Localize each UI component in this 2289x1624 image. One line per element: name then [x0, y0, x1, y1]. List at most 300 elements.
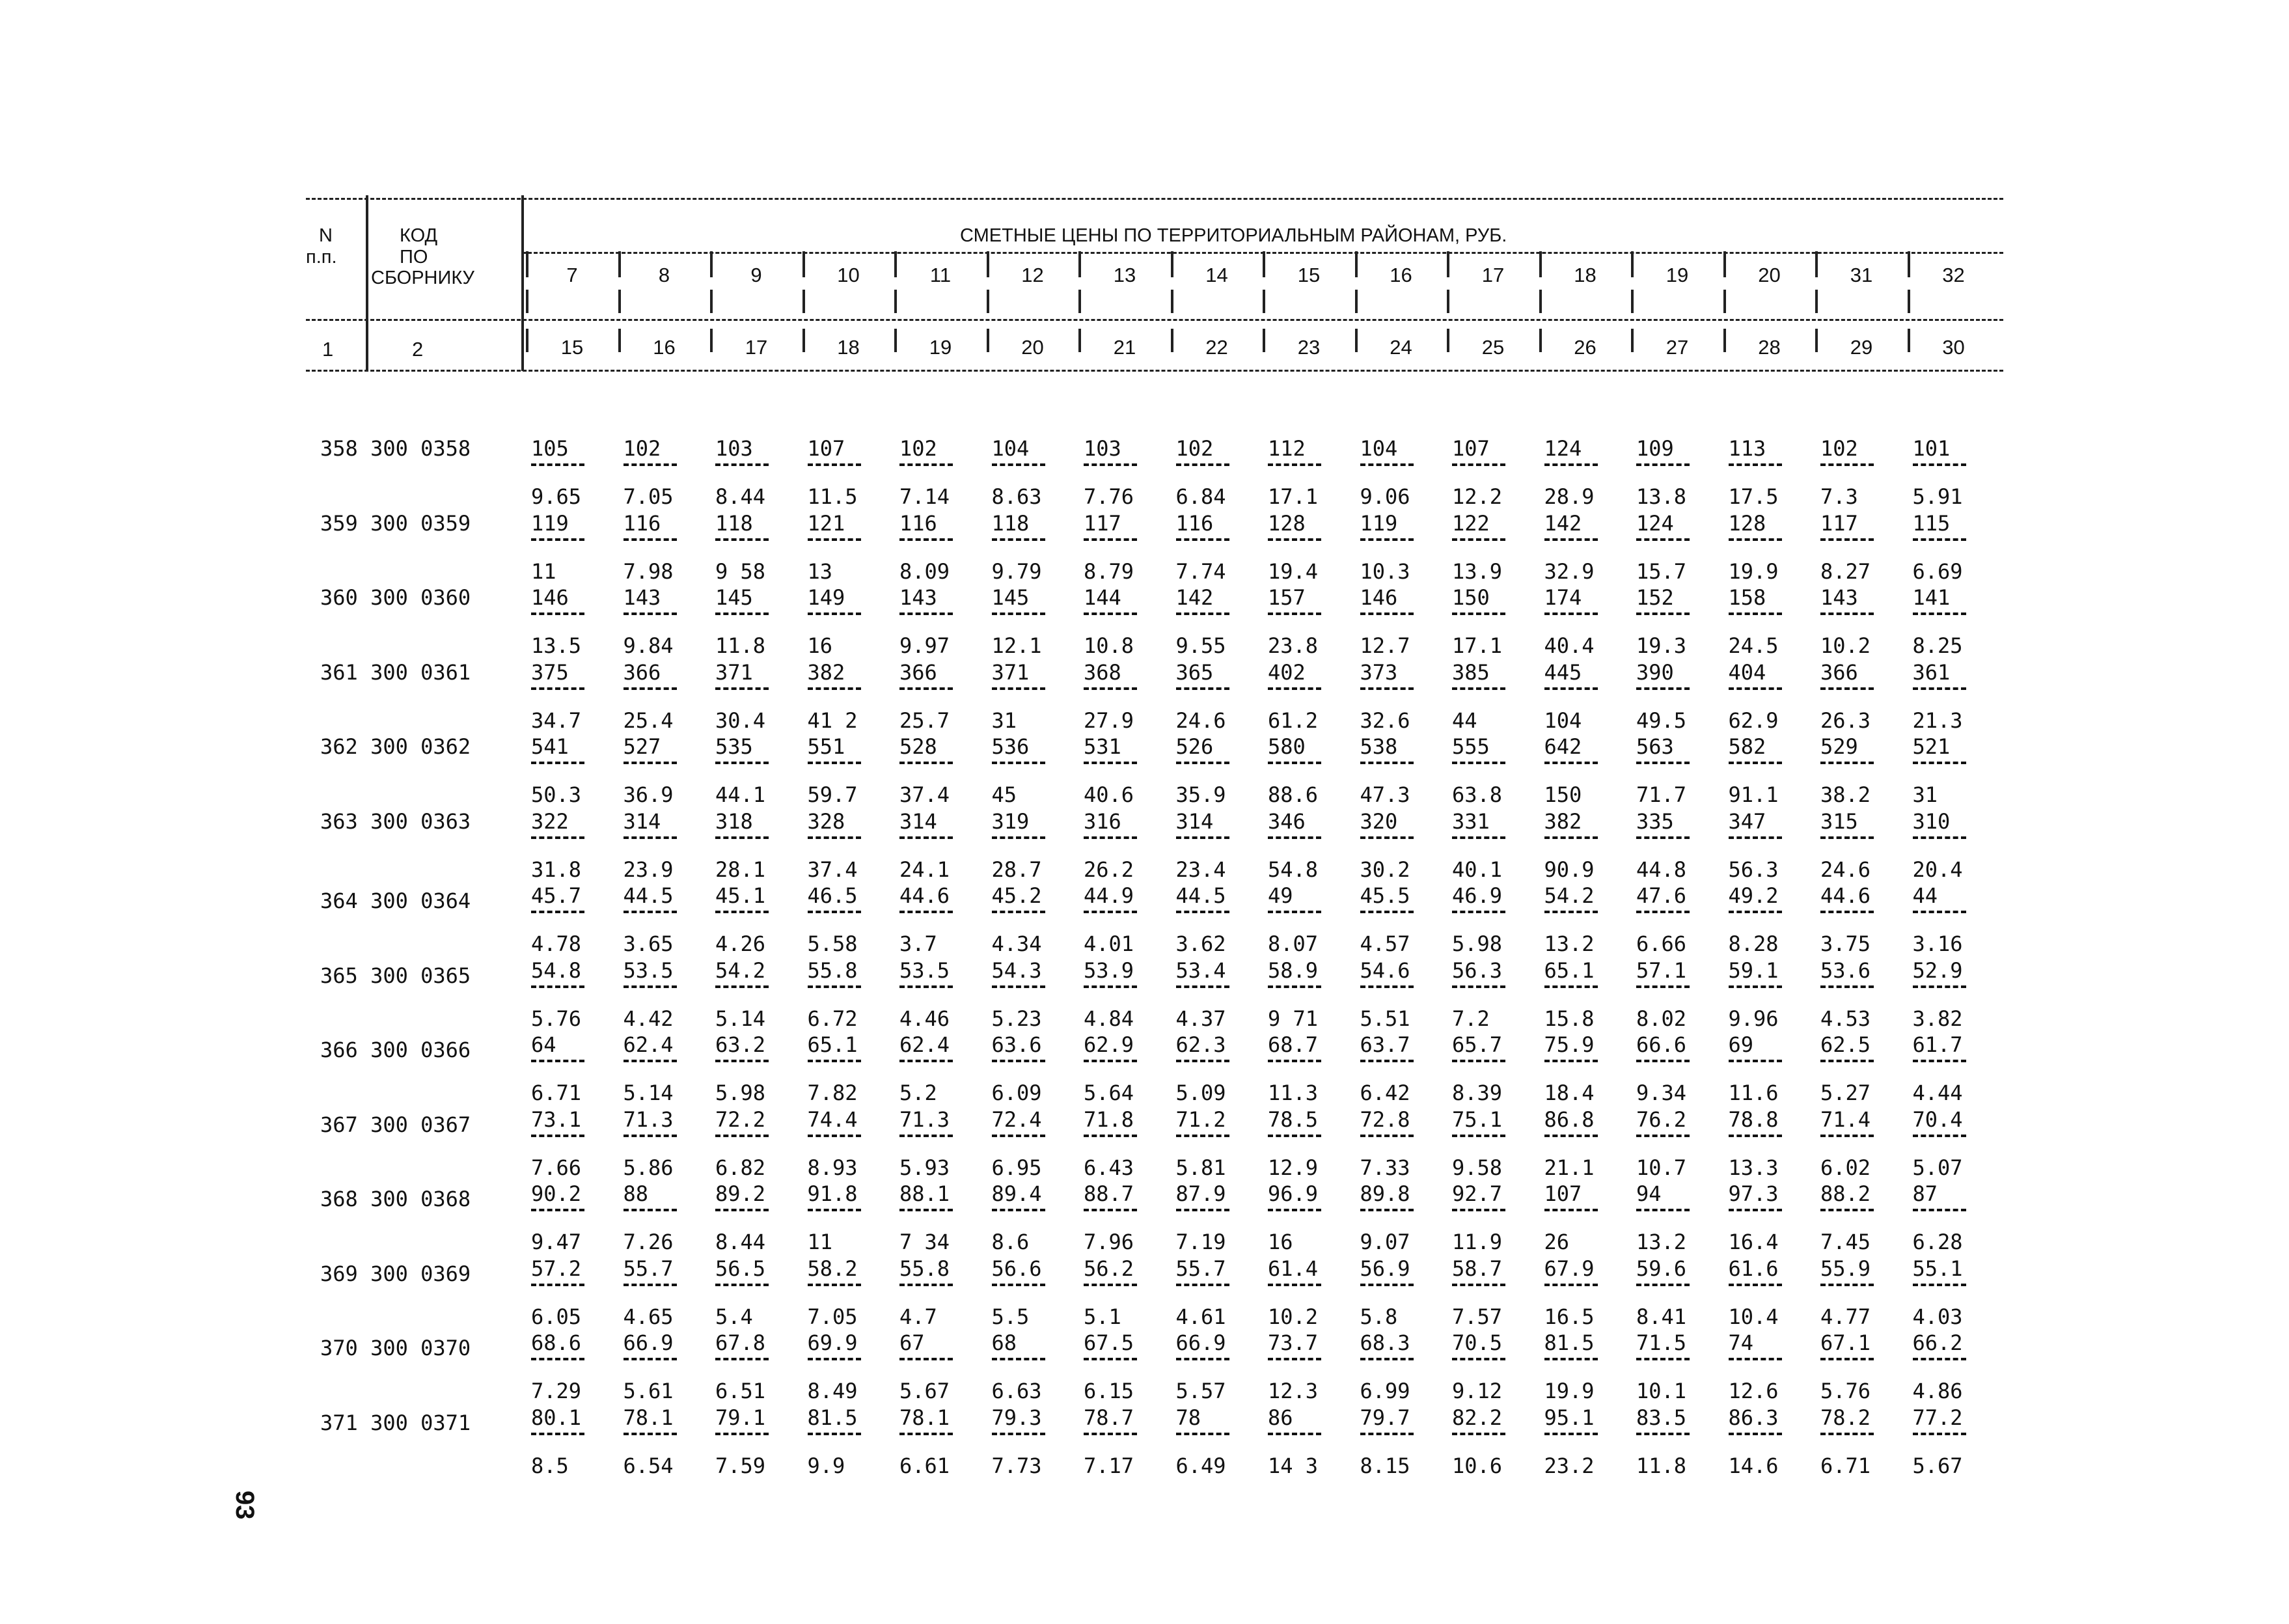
price-value-bottom: 12.7 — [1360, 633, 1410, 658]
fraction-rule — [531, 612, 584, 615]
fraction-rule — [1268, 911, 1321, 913]
price-value-bottom: 9.84 — [623, 633, 674, 658]
price-value-top: 55.8 — [807, 957, 858, 983]
fraction-rule — [1913, 836, 1966, 839]
fraction-rule — [1636, 985, 1690, 988]
price-value-bottom: 11.3 — [1268, 1080, 1319, 1105]
price-value-top: 44.6 — [899, 883, 950, 908]
price-value-top: 316 — [1084, 808, 1121, 834]
price-value-top: 46.5 — [807, 883, 858, 908]
price-value-bottom: 7.66 — [531, 1155, 582, 1180]
price-value-top: 78.7 — [1084, 1405, 1134, 1430]
fraction-rule — [1268, 1060, 1321, 1062]
fraction-rule — [1544, 463, 1598, 466]
price-value-bottom: 3.82 — [1912, 1006, 1963, 1031]
fraction-rule — [1452, 687, 1505, 690]
price-value-top: 101 — [1912, 436, 1951, 461]
column-divider — [1631, 290, 1634, 313]
price-value-top: 64 — [531, 1032, 556, 1057]
column-divider — [1171, 290, 1173, 313]
price-value-bottom: 13.3 — [1728, 1155, 1779, 1180]
price-value-bottom: 20.4 — [1912, 857, 1963, 882]
price-value-bottom: 7.73 — [991, 1453, 1042, 1478]
fraction-rule — [1820, 687, 1874, 690]
price-value-top: 580 — [1268, 734, 1306, 759]
column-index: 19 — [929, 336, 952, 359]
fraction-rule — [1176, 1135, 1229, 1137]
fraction-rule — [899, 911, 953, 913]
price-value-bottom: 5.23 — [991, 1006, 1042, 1031]
price-value-bottom: 9.97 — [899, 633, 950, 658]
price-value-top: 70.4 — [1912, 1107, 1963, 1132]
price-value-bottom: 28.7 — [991, 857, 1042, 882]
price-value-top: 526 — [1175, 734, 1214, 759]
price-value-top: 538 — [1360, 734, 1398, 759]
fraction-rule — [1729, 1060, 1782, 1062]
price-value-bottom: 23.2 — [1544, 1453, 1595, 1478]
price-value-bottom: 7.05 — [807, 1304, 858, 1329]
fraction-rule — [808, 911, 861, 913]
col-code-po-label: ПО — [400, 247, 428, 268]
fraction-rule — [899, 1135, 953, 1137]
price-value-bottom: 8.63 — [991, 484, 1042, 509]
price-value-bottom: 16.4 — [1728, 1230, 1779, 1254]
price-value-top: 105 — [531, 436, 569, 461]
row-code-label: 371 300 0371 — [320, 1410, 471, 1435]
price-value-top: 331 — [1452, 808, 1490, 834]
row-code-label: 360 300 0360 — [320, 585, 471, 610]
row-code-label: 369 300 0369 — [320, 1261, 471, 1286]
fraction-rule — [1452, 1135, 1505, 1137]
fraction-rule — [1544, 1433, 1598, 1435]
price-value-bottom: 7.74 — [1175, 558, 1226, 584]
fraction-rule — [624, 1060, 677, 1062]
fraction-rule — [531, 1209, 584, 1211]
price-value-bottom: 7.59 — [715, 1453, 766, 1478]
price-value-top: 116 — [623, 510, 661, 536]
column-divider — [1723, 251, 1726, 277]
price-value-top: 67.5 — [1084, 1330, 1134, 1355]
fraction-rule — [1084, 985, 1137, 988]
price-value-bottom: 6.43 — [1084, 1155, 1134, 1180]
fraction-rule — [1268, 1433, 1321, 1435]
col-index-1: 1 — [322, 338, 334, 361]
region-number: 14 — [1205, 264, 1228, 286]
price-value-bottom: 13.5 — [531, 633, 582, 658]
price-value-top: 66.9 — [1175, 1330, 1226, 1355]
fraction-rule — [808, 1433, 861, 1435]
fraction-rule — [1176, 1209, 1229, 1211]
price-value-top: 45.5 — [1360, 883, 1410, 908]
column-divider — [1355, 329, 1358, 352]
price-value-top: 174 — [1544, 585, 1582, 610]
price-value-top: 53.9 — [1084, 957, 1134, 983]
fraction-rule — [808, 836, 861, 839]
price-value-bottom: 13.2 — [1544, 931, 1595, 956]
price-value-bottom: 40.6 — [1084, 782, 1134, 807]
price-value-bottom: 11.8 — [715, 633, 766, 658]
fraction-rule — [1176, 1433, 1229, 1435]
price-value-top: 536 — [991, 734, 1030, 759]
fraction-rule — [1729, 612, 1782, 615]
fraction-rule — [1084, 1358, 1137, 1360]
price-value-bottom: 10.2 — [1820, 633, 1871, 658]
fraction-rule — [624, 1135, 677, 1137]
price-value-top: 109 — [1636, 436, 1674, 461]
price-value-bottom: 12.3 — [1268, 1379, 1319, 1403]
price-value-bottom: 8.15 — [1360, 1453, 1410, 1478]
fraction-rule — [1452, 1209, 1505, 1211]
fraction-rule — [1729, 1433, 1782, 1435]
fraction-rule — [899, 612, 953, 615]
price-value-top: 76.2 — [1636, 1107, 1687, 1132]
price-value-bottom: 18.4 — [1544, 1080, 1595, 1105]
price-value-top: 158 — [1728, 585, 1766, 610]
price-value-bottom: 7.82 — [807, 1080, 858, 1105]
price-value-top: 319 — [991, 808, 1030, 834]
fraction-rule — [1176, 463, 1229, 466]
price-value-bottom: 34.7 — [531, 708, 582, 733]
fraction-rule — [808, 612, 861, 615]
price-value-top: 118 — [991, 510, 1030, 536]
price-value-top: 445 — [1544, 659, 1582, 685]
price-value-top: 89.8 — [1360, 1181, 1410, 1206]
price-value-bottom: 37.4 — [899, 782, 950, 807]
price-value-top: 80.1 — [531, 1405, 582, 1430]
price-value-top: 318 — [715, 808, 753, 834]
fraction-rule — [808, 1209, 861, 1211]
fraction-rule — [715, 911, 769, 913]
fraction-rule — [1820, 985, 1874, 988]
fraction-rule — [1636, 1209, 1690, 1211]
price-value-top: 65.1 — [1544, 957, 1595, 983]
column-divider — [618, 251, 621, 277]
fraction-rule — [992, 612, 1045, 615]
price-value-top: 146 — [1360, 585, 1398, 610]
row-code-label: 361 300 0361 — [320, 659, 471, 685]
region-number: 18 — [1574, 264, 1597, 286]
price-value-top: 92.7 — [1452, 1181, 1503, 1206]
fraction-rule — [1913, 1433, 1966, 1435]
price-value-bottom: 9.12 — [1452, 1379, 1503, 1403]
price-value-top: 150 — [1452, 585, 1490, 610]
price-value-bottom: 9.9 — [807, 1453, 845, 1478]
fraction-rule — [1820, 762, 1874, 764]
price-value-top: 96.9 — [1268, 1181, 1319, 1206]
fraction-rule — [1729, 985, 1782, 988]
fraction-rule — [1913, 1284, 1966, 1286]
price-value-top: 79.7 — [1360, 1405, 1410, 1430]
price-value-top: 371 — [715, 659, 753, 685]
column-divider — [894, 290, 897, 313]
price-value-top: 124 — [1544, 436, 1582, 461]
fraction-rule — [808, 1135, 861, 1137]
price-value-bottom: 36.9 — [623, 782, 674, 807]
price-value-top: 88 — [623, 1181, 649, 1206]
price-value-top: 66.2 — [1912, 1330, 1963, 1355]
price-value-bottom: 54.8 — [1268, 857, 1319, 882]
row-code-label: 370 300 0370 — [320, 1336, 471, 1360]
price-value-top: 642 — [1544, 734, 1582, 759]
price-value-bottom: 5.2 — [899, 1080, 937, 1105]
column-divider — [1539, 329, 1542, 352]
column-divider — [1263, 290, 1265, 313]
price-value-top: 78.1 — [623, 1405, 674, 1430]
price-value-bottom: 40.4 — [1544, 633, 1595, 658]
price-value-top: 310 — [1912, 808, 1951, 834]
price-value-top: 141 — [1912, 585, 1951, 610]
fraction-rule — [1729, 836, 1782, 839]
fraction-rule — [1452, 612, 1505, 615]
fraction-rule — [624, 985, 677, 988]
price-value-top: 70.5 — [1452, 1330, 1503, 1355]
price-value-bottom: 26.3 — [1820, 708, 1871, 733]
header-bottom-rule — [306, 370, 2003, 372]
fraction-rule — [715, 687, 769, 690]
column-divider — [802, 290, 805, 313]
fraction-rule — [1084, 762, 1137, 764]
price-value-top: 531 — [1084, 734, 1121, 759]
price-value-bottom: 10.1 — [1636, 1379, 1687, 1403]
price-value-bottom: 5.8 — [1360, 1304, 1398, 1329]
fraction-rule — [992, 1060, 1045, 1062]
fraction-rule — [808, 1284, 861, 1286]
price-value-bottom: 10.4 — [1728, 1304, 1779, 1329]
price-value-bottom: 5.91 — [1912, 484, 1963, 509]
row-code-label: 367 300 0367 — [320, 1112, 471, 1137]
price-value-top: 90.2 — [531, 1181, 582, 1206]
fraction-rule — [1636, 1284, 1690, 1286]
price-value-bottom: 6.63 — [991, 1379, 1042, 1403]
fraction-rule — [1544, 1060, 1598, 1062]
price-value-top: 104 — [1360, 436, 1398, 461]
row-code-label: 365 300 0365 — [320, 963, 471, 988]
price-value-bottom: 17.5 — [1728, 484, 1779, 509]
price-value-top: 86 — [1268, 1405, 1293, 1430]
price-value-top: 49 — [1268, 883, 1293, 908]
price-value-top: 69.9 — [807, 1330, 858, 1355]
price-value-top: 56.6 — [991, 1256, 1042, 1281]
price-value-top: 53.4 — [1175, 957, 1226, 983]
column-index: 23 — [1297, 336, 1321, 359]
fraction-rule — [1636, 687, 1690, 690]
price-value-bottom: 7.33 — [1360, 1155, 1410, 1180]
price-value-top: 81.5 — [807, 1405, 858, 1430]
price-value-bottom: 7.57 — [1452, 1304, 1503, 1329]
price-value-top: 521 — [1912, 734, 1951, 759]
price-value-top: 382 — [1544, 808, 1582, 834]
price-value-bottom: 3.75 — [1820, 931, 1871, 956]
price-value-top: 366 — [1820, 659, 1858, 685]
price-value-bottom: 30.4 — [715, 708, 766, 733]
region-number: 16 — [1390, 264, 1412, 286]
price-value-bottom: 4.77 — [1820, 1304, 1871, 1329]
price-value-bottom: 8.09 — [899, 558, 950, 584]
price-value-bottom: 4.46 — [899, 1006, 950, 1031]
price-value-top: 121 — [807, 510, 845, 536]
price-value-bottom: 49.5 — [1636, 708, 1687, 733]
fraction-rule — [715, 612, 769, 615]
fraction-rule — [1544, 911, 1598, 913]
price-value-top: 81.5 — [1544, 1330, 1595, 1355]
price-value-bottom: 12.1 — [991, 633, 1042, 658]
price-value-top: 328 — [807, 808, 845, 834]
price-value-bottom: 44.8 — [1636, 857, 1687, 882]
price-value-bottom: 50.3 — [531, 782, 582, 807]
price-value-top: 102 — [623, 436, 661, 461]
fraction-rule — [1544, 1209, 1598, 1211]
col-divider-n — [366, 195, 368, 371]
price-value-top: 78 — [1175, 1405, 1201, 1430]
fraction-rule — [808, 1358, 861, 1360]
fraction-rule — [899, 1284, 953, 1286]
price-value-top: 44.5 — [623, 883, 674, 908]
price-value-bottom: 7.26 — [623, 1230, 674, 1254]
region-number: 11 — [929, 264, 952, 286]
price-value-top: 55.1 — [1912, 1256, 1963, 1281]
price-value-bottom: 12.2 — [1452, 484, 1503, 509]
price-value-bottom: 5.5 — [991, 1304, 1030, 1329]
fraction-rule — [1084, 1060, 1137, 1062]
fraction-rule — [1820, 911, 1874, 913]
price-value-top: 146 — [531, 585, 569, 610]
price-value-top: 527 — [623, 734, 661, 759]
price-value-bottom: 4.37 — [1175, 1006, 1226, 1031]
column-divider — [987, 329, 989, 352]
column-divider — [987, 251, 989, 277]
price-value-bottom: 5.4 — [715, 1304, 753, 1329]
column-index: 27 — [1665, 336, 1689, 359]
fraction-rule — [1360, 612, 1414, 615]
fraction-rule — [1360, 1209, 1414, 1211]
price-value-bottom: 24.5 — [1728, 633, 1779, 658]
price-value-top: 116 — [899, 510, 937, 536]
fraction-rule — [1268, 1135, 1321, 1137]
price-value-bottom: 8.79 — [1084, 558, 1134, 584]
fraction-rule — [715, 1358, 769, 1360]
fraction-rule — [1268, 463, 1321, 466]
fraction-rule — [1729, 762, 1782, 764]
column-divider — [710, 290, 713, 313]
price-value-bottom: 3.7 — [899, 931, 937, 956]
fraction-rule — [1084, 463, 1137, 466]
price-value-top: 541 — [531, 734, 569, 759]
price-value-top: 314 — [623, 808, 661, 834]
fraction-rule — [899, 762, 953, 764]
fraction-rule — [1820, 1135, 1874, 1137]
price-value-top: 54.3 — [991, 957, 1042, 983]
price-value-top: 58.7 — [1452, 1256, 1503, 1281]
price-value-top: 58.9 — [1268, 957, 1319, 983]
price-value-bottom: 88.6 — [1268, 782, 1319, 807]
price-value-bottom: 5.14 — [715, 1006, 766, 1031]
fraction-rule — [1729, 1209, 1782, 1211]
column-divider — [1815, 329, 1818, 352]
price-value-bottom: 27.9 — [1084, 708, 1134, 733]
row-code-label: 368 300 0368 — [320, 1187, 471, 1211]
fraction-rule — [1268, 1284, 1321, 1286]
price-value-top: 55.7 — [1175, 1256, 1226, 1281]
fraction-rule — [1636, 762, 1690, 764]
price-value-bottom: 23.4 — [1175, 857, 1226, 882]
fraction-rule — [624, 762, 677, 764]
fraction-rule — [531, 1135, 584, 1137]
price-value-bottom: 44 — [1452, 708, 1477, 733]
fraction-rule — [715, 1060, 769, 1062]
price-value-top: 52.9 — [1912, 957, 1963, 983]
fraction-rule — [899, 836, 953, 839]
price-value-bottom: 7.2 — [1452, 1006, 1490, 1031]
price-value-bottom: 8.39 — [1452, 1080, 1503, 1105]
price-value-bottom: 56.3 — [1728, 857, 1779, 882]
price-value-top: 143 — [899, 585, 937, 610]
fraction-rule — [531, 1433, 584, 1435]
price-value-top: 555 — [1452, 734, 1490, 759]
column-divider — [526, 290, 528, 313]
price-value-bottom: 5.67 — [1912, 1453, 1963, 1478]
price-value-top: 107 — [807, 436, 845, 461]
fraction-rule — [1820, 1209, 1874, 1211]
price-value-top: 115 — [1912, 510, 1951, 536]
fraction-rule — [1820, 538, 1874, 541]
price-value-bottom: 4.78 — [531, 931, 582, 956]
price-value-bottom: 4.57 — [1360, 931, 1410, 956]
fraction-rule — [899, 1209, 953, 1211]
price-value-bottom: 8.93 — [807, 1155, 858, 1180]
price-value-bottom: 19.9 — [1728, 558, 1779, 584]
price-value-top: 78.8 — [1728, 1107, 1779, 1132]
price-value-bottom: 26.2 — [1084, 857, 1134, 882]
price-value-top: 61.7 — [1912, 1032, 1963, 1057]
price-value-top: 320 — [1360, 808, 1398, 834]
price-value-top: 582 — [1728, 734, 1766, 759]
price-value-top: 62.5 — [1820, 1032, 1871, 1057]
price-value-top: 528 — [899, 734, 937, 759]
price-value-bottom: 6.54 — [623, 1453, 674, 1478]
fraction-rule — [992, 1358, 1045, 1360]
region-number: 9 — [750, 264, 762, 286]
price-value-top: 67.8 — [715, 1330, 766, 1355]
fraction-rule — [531, 687, 584, 690]
price-value-top: 62.3 — [1175, 1032, 1226, 1057]
price-value-top: 45.7 — [531, 883, 582, 908]
price-value-top: 529 — [1820, 734, 1858, 759]
fraction-rule — [624, 687, 677, 690]
price-value-bottom: 8.44 — [715, 1230, 766, 1254]
column-divider — [802, 251, 805, 277]
price-value-bottom: 6.05 — [531, 1304, 582, 1329]
price-value-bottom: 3.62 — [1175, 931, 1226, 956]
fraction-rule — [1636, 612, 1690, 615]
fraction-rule — [992, 687, 1045, 690]
fraction-rule — [1820, 1060, 1874, 1062]
price-value-top: 361 — [1912, 659, 1951, 685]
price-value-bottom: 15.8 — [1544, 1006, 1595, 1031]
region-number: 15 — [1297, 264, 1321, 286]
price-value-bottom: 9.79 — [991, 558, 1042, 584]
price-value-bottom: 19.4 — [1268, 558, 1319, 584]
price-value-bottom: 6.71 — [531, 1080, 582, 1105]
price-value-top: 375 — [531, 659, 569, 685]
col-pp-label: п.п. — [306, 247, 337, 268]
column-index: 26 — [1574, 336, 1597, 359]
price-value-top: 145 — [991, 585, 1030, 610]
price-value-bottom: 6.71 — [1820, 1453, 1871, 1478]
price-value-bottom: 31 — [991, 708, 1017, 733]
fraction-rule — [1636, 463, 1690, 466]
fraction-rule — [1820, 1433, 1874, 1435]
fraction-rule — [992, 1209, 1045, 1211]
